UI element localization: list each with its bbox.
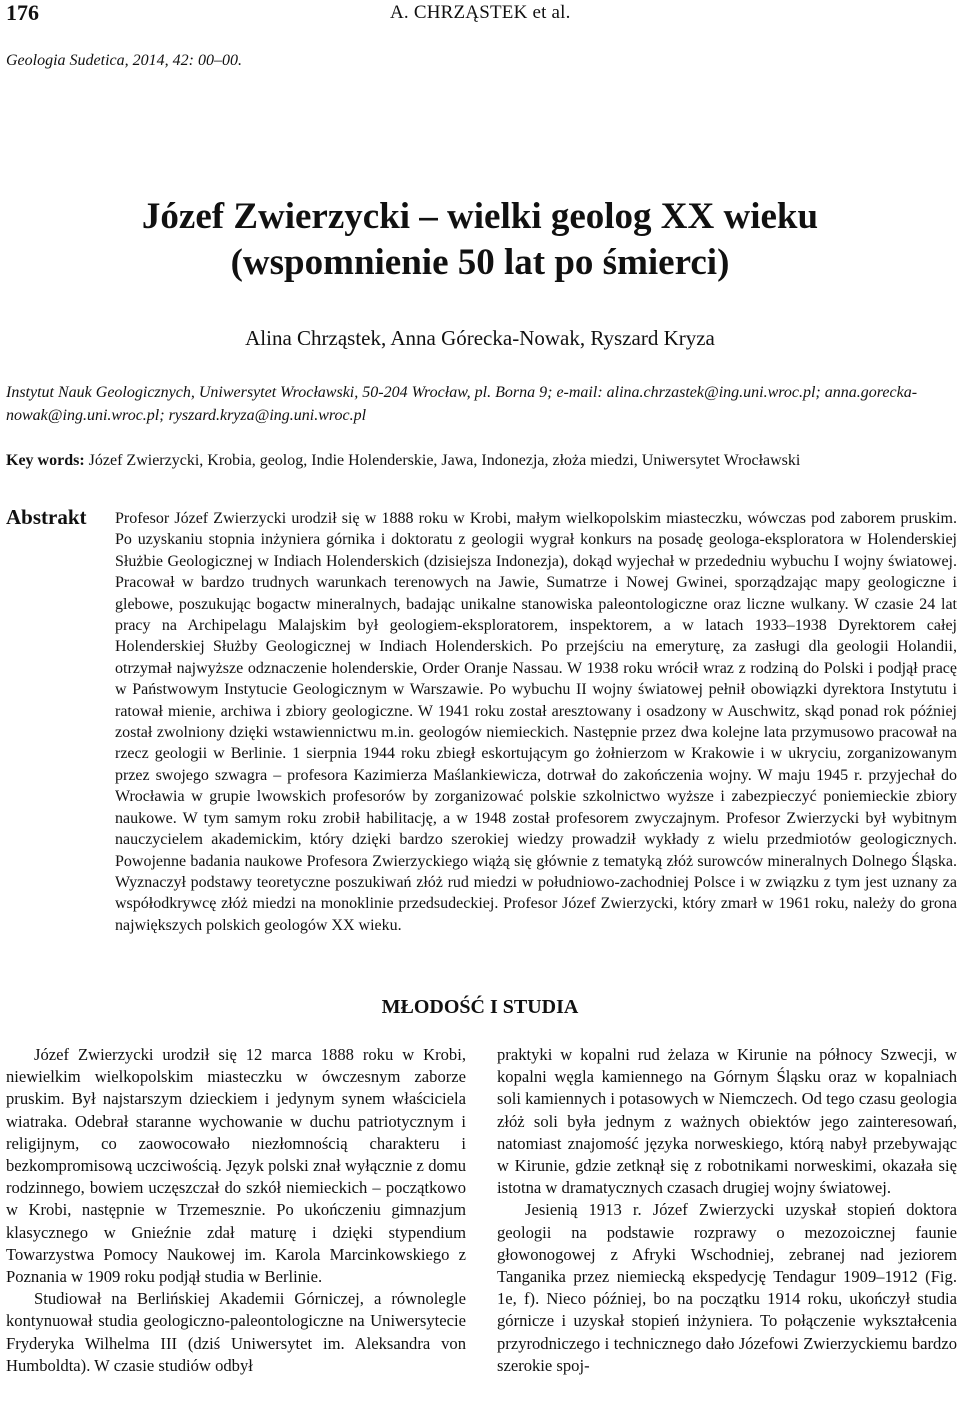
title-line-1: Józef Zwierzycki – wielki geolog XX wieku: [141, 196, 819, 237]
article-title: [0, 194, 960, 286]
paragraph: Józef Zwierzycki urodził się 12 marca 1888 roku w Krobi, niewielkim wielkopolskim miasteczku w ówczesnym zaborze pruskim. Był najstarszym dzieckiem i jedynym synem właściciela wiatraka. Odebrał staranne wychowanie w duchu patriotycznym i religijnym, co zaowocowało niezłomnością charakteru i bezkompromisową uczciwością. Język polski znał wyłącznie z domu rodzinnego, bowiem uczęszczał do szkół niemieckich – początkowo w Krobi, następnie w Trzemesznie. Po ukończeniu gimnazjum klasycznego w Gnieźnie zdał maturę i dzięki stypendium Towarzystwa Pomocy Naukowej im. Karola Marcinkowskiego z Poznania w 1909 roku podjął studia w Berlinie.: [6, 1045, 466, 1287]
paragraph: Jesienią 1913 r. Józef Zwierzycki uzyskał stopień doktora geologii na podstawie rozprawy o mezozoicznej faunie głowonogowej z Afryki Wschodniej, zebranej nad jeziorem Tanganika przez niemiecką ekspedycję Tendagur 1909–1912 (Fig. 1e, f). Nieco później, bo na początku 1914 roku, ukończył studia górnicze i uzyskał stopień inżyniera. To połączenie wykształcenia przyrodniczego i technicznego dało Józefowi Zwierzyckiemu bardzo szerokie spoj-: [497, 1200, 957, 1375]
page-number: 176: [6, 0, 39, 25]
journal-reference: Geologia Sudetica, 2014, 42: 00–00.: [6, 52, 242, 69]
affiliation: Instytut Nauk Geologicznych, Uniwersytet Wrocławski, 50-204 Wrocław, pl. Borna 9; e-mail: alina.chrzastek@ing.uni.wroc.pl; anna.gorecka-nowak@ing.uni.wroc.pl; ryszard.kryza@ing.uni.wroc.pl: [6, 384, 918, 424]
authors: Alina Chrząstek, Anna Górecka-Nowak, Ryszard Kryza: [245, 326, 715, 350]
body-column-right: [497, 1044, 957, 1377]
title-line-2: (wspomnienie 50 lat po śmierci): [230, 242, 730, 283]
section-heading: MŁODOŚĆ I STUDIA: [381, 996, 579, 1018]
body-column-left: [6, 1044, 466, 1377]
paragraph: praktyki w kopalni rud żelaza w Kirunie na północy Szwecji, w kopalni węgla kamiennego na Górnym Śląsku oraz w kopalniach soli kamiennych i potasowych w Niemczech. Od tego czasu geologia złóż soli była jednym z ważnych obiektów jego zainteresowań, natomiast znajomość języka norweskiego, którą nabył przebywając w Kirunie, gdzie zetknął się z robotnikami norweskimi, okazała się istotna w dramatycznych czasach drugiej wojny światowej.: [497, 1045, 957, 1198]
keywords: [6, 452, 956, 470]
abstract-heading: Abstrakt: [6, 505, 87, 529]
keywords-text: Józef Zwierzycki, Krobia, geolog, Indie Holenderskie, Jawa, Indonezja, złoża miedzi, Uniwersytet Wrocławski: [88, 452, 801, 469]
paragraph: Studiował na Berlińskiej Akademii Górniczej, a równolegle kontynuował studia geologiczno-paleontologiczne na Uniwersytecie Fryderyka Wilhelma III (dziś Uniwersytet im. Aleksandra von Humboldta). W czasie studiów odbył: [6, 1289, 466, 1375]
running-head: A. CHRZĄSTEK et al.: [390, 2, 571, 23]
abstract-text: Profesor Józef Zwierzycki urodził się w 1888 roku w Krobi, małym wielkopolskim miasteczku, wówczas pod zaborem pruskim. Po uzyskaniu stopnia inżyniera górnika i doktoratu z geologii wygrał konkurs na posadę geologa-eksploratora w Holenderskiej Służbie Geologicznej w Indiach Holenderskich (dzisiejsza Indonezja), dokąd wyjechał w przededniu wybuchu I wojny światowej. Pracował w bardzo trudnych warunkach terenowych na Jawie, Sumatrze i Nowej Gwinei, sporządzając mapy geologiczne i glebowe, poszukując bogactw mineralnych, badając unikalne stanowiska paleontologiczne oraz liczne wulkany. W czasie 24 lat pracy na Archipelagu Malajskim był geologiem-eksploratorem, inspektorem, a w latach 1933–1938 Dyrektorem całej Holenderskiej Służby Geologicznej w Indiach Holenderskich. Po przejściu na emeryturę, za zasługi dla geologii Holandii, otrzymał najwyższe odznaczenie holenderskie, Order Oranje Nassau. W 1938 roku wrócił wraz z rodziną do Polski i podjął pracę w Państwowym Instytucie Geologicznym w Warszawie. Po wybuchu II wojny światowej pełnił obowiązki dyrektora Instytutu i ratował mienie, archiwa i zbiory geologiczne. W 1941 roku został aresztowany i osadzony w Auschwitz, skąd ponad rok później został zwolniony dzięki wstawiennictwu m.in. geologów niemieckich. Następnie przez dwa kolejne lata przymusowo pracował na rzecz geologii w Berlinie. 1 sierpnia 1944 roku zbiegł eskortującym go żołnierzom w Krakowie i w ukryciu, zorganizowanym przez swojego szwagra – profesora Kazimierza Maślankiewicza, dotrwał do zakończenia wojny. W maju 1945 r. przyjechał do Wrocławia w grupie lwowskich profesorów by zorganizować polskie szkolnictwo wyższe i zabezpieczyć poniemieckie zbiory naukowe. W tym samym roku zrobił habilitację, a w 1948 został profesorem zwyczajnym. Profesor Zwierzycki był wybitnym nauczycielem akademickim, który dzięki bardzo szerokiej wiedzy prowadził wykłady z wielu przedmiotów geologicznych. Powojenne badania naukowe Profesora Zwierzyckiego wiążą się głównie z tematyką złóż surowców mineralnych Dolnego Śląska. Wyznaczył podstawy teoretyczne poszukiwań złóż rud miedzi w południowo-zachodniej Polsce i w związku z tym jest uznany za współodkrywcę złóż miedzi na monoklinie przedsudeckiej. Profesor Józef Zwierzycki, który zmarł w 1961 roku, należy do grona największych polskich geologów XX wieku.: [115, 510, 957, 934]
keywords-label: Key words:: [6, 452, 85, 469]
